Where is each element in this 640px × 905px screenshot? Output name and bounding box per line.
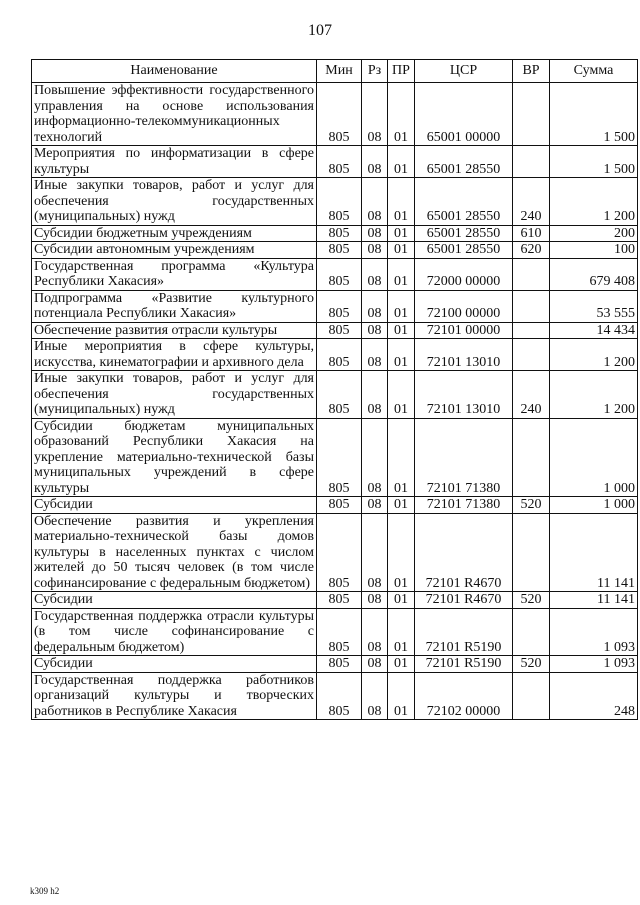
table-row [32, 290, 638, 322]
header-min: Мин [317, 60, 362, 83]
cell-pr: 01 [388, 225, 415, 242]
table-row [32, 513, 638, 592]
cell-csr: 72000 00000 [415, 258, 513, 290]
cell-pr: 01 [388, 592, 415, 609]
cell-min: 805 [317, 418, 362, 497]
cell-vr: 240 [513, 371, 550, 419]
cell-name: Субсидии [32, 497, 317, 514]
table-row [32, 225, 638, 242]
cell-rz: 08 [362, 608, 388, 656]
cell-pr: 01 [388, 242, 415, 259]
cell-pr: 01 [388, 656, 415, 673]
table-row [32, 418, 638, 497]
table-row [32, 371, 638, 419]
table-row [32, 242, 638, 259]
cell-vr: 520 [513, 592, 550, 609]
cell-min: 805 [317, 290, 362, 322]
cell-min: 805 [317, 225, 362, 242]
cell-csr: 72101 R5190 [415, 608, 513, 656]
table-row [32, 656, 638, 673]
cell-name: Государственная поддержка отрасли культуры (в том числе софинансирование с федеральным бюджетом) [32, 608, 317, 656]
cell-pr: 01 [388, 258, 415, 290]
cell-rz: 08 [362, 371, 388, 419]
cell-csr: 65001 28550 [415, 225, 513, 242]
table-row [32, 146, 638, 178]
cell-name: Субсидии бюджетным учреждениям [32, 225, 317, 242]
cell-rz: 08 [362, 322, 388, 339]
cell-rz: 08 [362, 83, 388, 146]
header-vr: ВР [513, 60, 550, 83]
cell-vr [513, 322, 550, 339]
cell-vr [513, 513, 550, 592]
cell-csr: 72101 13010 [415, 339, 513, 371]
cell-sum: 11 141 [550, 592, 638, 609]
cell-name: Повышение эффективности государственного управления на основе использования информационно-телекоммуникационных технологий [32, 83, 317, 146]
cell-name: Подпрограмма «Развитие культурного потенциала Республики Хакасия» [32, 290, 317, 322]
cell-sum: 53 555 [550, 290, 638, 322]
cell-min: 805 [317, 322, 362, 339]
table-row [32, 83, 638, 146]
cell-pr: 01 [388, 339, 415, 371]
cell-name: Государственная программа «Культура Республики Хакасия» [32, 258, 317, 290]
cell-rz: 08 [362, 178, 388, 226]
cell-vr: 620 [513, 242, 550, 259]
cell-sum: 679 408 [550, 258, 638, 290]
cell-name: Мероприятия по информатизации в сфере культуры [32, 146, 317, 178]
cell-name: Субсидии [32, 592, 317, 609]
cell-vr [513, 672, 550, 720]
header-csr: ЦСР [415, 60, 513, 83]
cell-min: 805 [317, 178, 362, 226]
cell-pr: 01 [388, 672, 415, 720]
cell-csr: 72101 R4670 [415, 592, 513, 609]
cell-csr: 65001 28550 [415, 242, 513, 259]
cell-rz: 08 [362, 672, 388, 720]
cell-csr: 65001 28550 [415, 146, 513, 178]
cell-min: 805 [317, 497, 362, 514]
cell-vr [513, 258, 550, 290]
cell-vr [513, 339, 550, 371]
cell-pr: 01 [388, 513, 415, 592]
cell-name: Обеспечение развития отрасли культуры [32, 322, 317, 339]
cell-pr: 01 [388, 418, 415, 497]
cell-csr: 65001 28550 [415, 178, 513, 226]
header-pr: ПР [388, 60, 415, 83]
cell-sum: 1 093 [550, 608, 638, 656]
cell-sum: 1 200 [550, 339, 638, 371]
table-row [32, 339, 638, 371]
table-row [32, 672, 638, 720]
cell-vr: 520 [513, 497, 550, 514]
budget-table [31, 59, 638, 720]
cell-sum: 14 434 [550, 322, 638, 339]
cell-csr: 72101 71380 [415, 418, 513, 497]
cell-csr: 72101 00000 [415, 322, 513, 339]
cell-csr: 72102 00000 [415, 672, 513, 720]
cell-csr: 65001 00000 [415, 83, 513, 146]
cell-sum: 248 [550, 672, 638, 720]
cell-name: Обеспечение развития и укрепления материально-технической базы домов культуры в населенных пунктах с числом жителей до 50 тысяч человек (в том числе софинансирование с федеральным бюджетом) [32, 513, 317, 592]
cell-min: 805 [317, 258, 362, 290]
cell-pr: 01 [388, 371, 415, 419]
cell-name: Иные закупки товаров, работ и услуг для обеспечения государственных (муниципальных) нужд [32, 178, 317, 226]
cell-pr: 01 [388, 290, 415, 322]
cell-min: 805 [317, 592, 362, 609]
cell-rz: 08 [362, 290, 388, 322]
table-row [32, 497, 638, 514]
header-sum: Сумма [550, 60, 638, 83]
table-row [32, 608, 638, 656]
cell-min: 805 [317, 672, 362, 720]
cell-rz: 08 [362, 513, 388, 592]
cell-rz: 08 [362, 656, 388, 673]
header-rz: Рз [362, 60, 388, 83]
cell-sum: 11 141 [550, 513, 638, 592]
cell-csr: 72101 R5190 [415, 656, 513, 673]
table-row [32, 592, 638, 609]
cell-sum: 1 093 [550, 656, 638, 673]
cell-name: Субсидии автономным учреждениям [32, 242, 317, 259]
cell-min: 805 [317, 608, 362, 656]
cell-rz: 08 [362, 592, 388, 609]
cell-pr: 01 [388, 146, 415, 178]
cell-sum: 1 000 [550, 418, 638, 497]
cell-rz: 08 [362, 497, 388, 514]
cell-rz: 08 [362, 225, 388, 242]
cell-vr: 610 [513, 225, 550, 242]
cell-name: Иные закупки товаров, работ и услуг для обеспечения государственных (муниципальных) нужд [32, 371, 317, 419]
footer-code: k309 h2 [30, 886, 60, 896]
cell-csr: 72101 13010 [415, 371, 513, 419]
cell-pr: 01 [388, 608, 415, 656]
cell-vr [513, 290, 550, 322]
cell-name: Субсидии [32, 656, 317, 673]
cell-sum: 1 200 [550, 371, 638, 419]
cell-sum: 200 [550, 225, 638, 242]
cell-csr: 72101 71380 [415, 497, 513, 514]
cell-rz: 08 [362, 258, 388, 290]
cell-vr: 520 [513, 656, 550, 673]
cell-name: Государственная поддержка работников организаций культуры и творческих работников в Республике Хакасия [32, 672, 317, 720]
cell-sum: 1 200 [550, 178, 638, 226]
cell-min: 805 [317, 371, 362, 419]
cell-rz: 08 [362, 146, 388, 178]
cell-rz: 08 [362, 339, 388, 371]
cell-rz: 08 [362, 242, 388, 259]
cell-min: 805 [317, 339, 362, 371]
cell-min: 805 [317, 242, 362, 259]
cell-pr: 01 [388, 83, 415, 146]
cell-sum: 1 500 [550, 83, 638, 146]
cell-rz: 08 [362, 418, 388, 497]
cell-min: 805 [317, 513, 362, 592]
cell-vr [513, 83, 550, 146]
header-name: Наименование [32, 60, 317, 83]
cell-sum: 1 000 [550, 497, 638, 514]
table-row [32, 258, 638, 290]
table-row [32, 178, 638, 226]
cell-vr [513, 146, 550, 178]
table-header-row [32, 60, 638, 83]
cell-sum: 1 500 [550, 146, 638, 178]
page-number: 107 [308, 22, 332, 39]
table-body [32, 83, 638, 720]
cell-sum: 100 [550, 242, 638, 259]
cell-pr: 01 [388, 497, 415, 514]
cell-vr: 240 [513, 178, 550, 226]
cell-min: 805 [317, 146, 362, 178]
table-row [32, 322, 638, 339]
cell-name: Субсидии бюджетам муниципальных образований Республики Хакасия на укрепление материально-технической базы муниципальных учреждений в сфере культуры [32, 418, 317, 497]
cell-name: Иные мероприятия в сфере культуры, искусства, кинематографии и архивного дела [32, 339, 317, 371]
cell-pr: 01 [388, 178, 415, 226]
cell-min: 805 [317, 83, 362, 146]
cell-min: 805 [317, 656, 362, 673]
cell-vr [513, 418, 550, 497]
cell-csr: 72101 R4670 [415, 513, 513, 592]
cell-pr: 01 [388, 322, 415, 339]
cell-vr [513, 608, 550, 656]
cell-csr: 72100 00000 [415, 290, 513, 322]
